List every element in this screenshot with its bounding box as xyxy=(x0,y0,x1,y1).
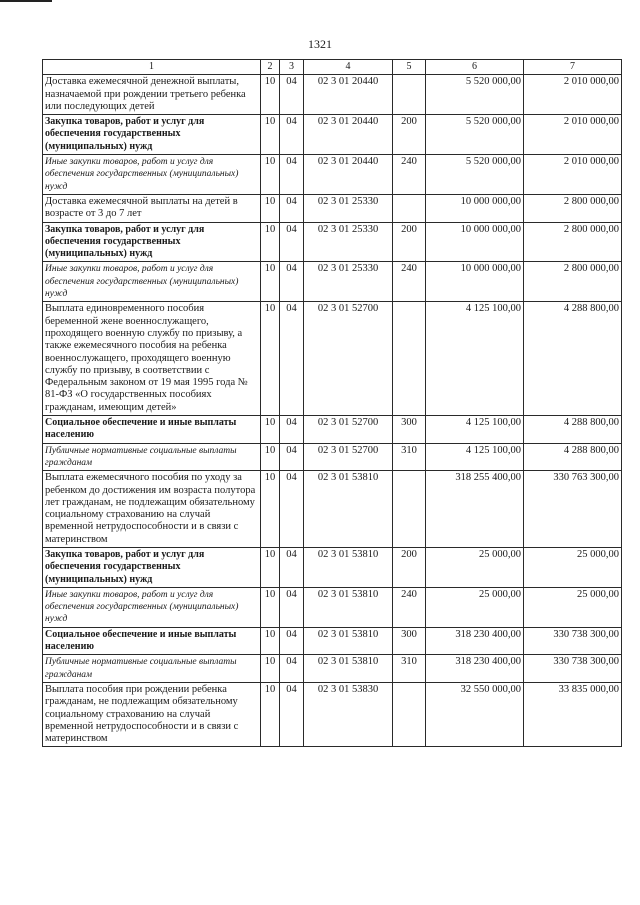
row-subsection-cell: 04 xyxy=(280,262,304,302)
row-amount-year2-cell: 33 835 000,00 xyxy=(524,682,622,746)
row-name-cell: Публичные нормативные социальные выплаты гражданам xyxy=(43,443,261,471)
budget-table xyxy=(42,59,622,747)
row-target-article-cell: 02 3 01 25330 xyxy=(304,194,393,222)
row-name-cell: Закупка товаров, работ и услуг для обеспечения государственных (муниципальных) нужд xyxy=(43,222,261,262)
row-amount-year1-cell: 5 520 000,00 xyxy=(426,115,524,155)
row-section-cell: 10 xyxy=(261,443,280,471)
row-subsection-cell: 04 xyxy=(280,587,304,627)
row-expense-type-cell: 310 xyxy=(393,655,426,683)
row-amount-year2-cell: 330 738 300,00 xyxy=(524,627,622,655)
row-name-cell: Выплата ежемесячного пособия по уходу за ребенком до достижения им возраста полутора лет гражданам, не подлежащим обязательному социальному страхованию на случай временной нетрудоспособности и в связи с материнством xyxy=(43,471,261,548)
row-section-cell: 10 xyxy=(261,115,280,155)
row-subsection-cell: 04 xyxy=(280,627,304,655)
table-row xyxy=(43,471,622,548)
row-expense-type-cell: 200 xyxy=(393,547,426,587)
table-header-row xyxy=(43,60,622,75)
row-name-cell: Закупка товаров, работ и услуг для обеспечения государственных (муниципальных) нужд xyxy=(43,547,261,587)
row-target-article-cell: 02 3 01 53810 xyxy=(304,655,393,683)
row-subsection-cell: 04 xyxy=(280,443,304,471)
row-name-cell: Иные закупки товаров, работ и услуг для обеспечения государственных (муниципальных) нужд xyxy=(43,155,261,195)
row-name-cell: Социальное обеспечение и иные выплаты населению xyxy=(43,627,261,655)
row-amount-year1-cell: 10 000 000,00 xyxy=(426,262,524,302)
table-row xyxy=(43,222,622,262)
row-subsection-cell: 04 xyxy=(280,302,304,416)
row-target-article-cell: 02 3 01 52700 xyxy=(304,416,393,444)
header-col-3: 3 xyxy=(280,60,304,75)
row-subsection-cell: 04 xyxy=(280,471,304,548)
scan-edge-line xyxy=(0,0,52,2)
row-expense-type-cell: 240 xyxy=(393,587,426,627)
table-row xyxy=(43,262,622,302)
row-amount-year1-cell: 5 520 000,00 xyxy=(426,155,524,195)
row-name-cell: Закупка товаров, работ и услуг для обеспечения государственных (муниципальных) нужд xyxy=(43,115,261,155)
header-col-6: 6 xyxy=(426,60,524,75)
table-row xyxy=(43,587,622,627)
row-expense-type-cell: 300 xyxy=(393,627,426,655)
row-subsection-cell: 04 xyxy=(280,416,304,444)
row-amount-year2-cell: 4 288 800,00 xyxy=(524,443,622,471)
row-amount-year2-cell: 330 738 300,00 xyxy=(524,655,622,683)
row-name-cell: Доставка ежемесячной денежной выплаты, назначаемой при рождении третьего ребенка или последующих детей xyxy=(43,75,261,115)
row-amount-year2-cell: 25 000,00 xyxy=(524,547,622,587)
row-section-cell: 10 xyxy=(261,471,280,548)
row-section-cell: 10 xyxy=(261,682,280,746)
row-amount-year1-cell: 4 125 100,00 xyxy=(426,416,524,444)
row-name-cell: Выплата пособия при рождении ребенка гражданам, не подлежащим обязательному социальному страхованию на случай временной нетрудоспособности и в связи с материнством xyxy=(43,682,261,746)
row-subsection-cell: 04 xyxy=(280,655,304,683)
table-row xyxy=(43,115,622,155)
row-target-article-cell: 02 3 01 25330 xyxy=(304,222,393,262)
row-subsection-cell: 04 xyxy=(280,75,304,115)
page-number: 1321 xyxy=(308,37,332,51)
row-section-cell: 10 xyxy=(261,194,280,222)
row-expense-type-cell xyxy=(393,302,426,416)
row-amount-year2-cell: 25 000,00 xyxy=(524,587,622,627)
row-amount-year1-cell: 318 230 400,00 xyxy=(426,655,524,683)
row-target-article-cell: 02 3 01 53810 xyxy=(304,547,393,587)
row-section-cell: 10 xyxy=(261,302,280,416)
row-subsection-cell: 04 xyxy=(280,222,304,262)
table-row xyxy=(43,655,622,683)
row-amount-year1-cell: 5 520 000,00 xyxy=(426,75,524,115)
row-section-cell: 10 xyxy=(261,75,280,115)
row-target-article-cell: 02 3 01 53830 xyxy=(304,682,393,746)
row-amount-year2-cell: 4 288 800,00 xyxy=(524,416,622,444)
row-target-article-cell: 02 3 01 53810 xyxy=(304,471,393,548)
table-row xyxy=(43,547,622,587)
row-section-cell: 10 xyxy=(261,587,280,627)
row-name-cell: Социальное обеспечение и иные выплаты населению xyxy=(43,416,261,444)
row-amount-year2-cell: 4 288 800,00 xyxy=(524,302,622,416)
row-expense-type-cell xyxy=(393,682,426,746)
table-row xyxy=(43,443,622,471)
row-target-article-cell: 02 3 01 20440 xyxy=(304,75,393,115)
row-amount-year2-cell: 2 800 000,00 xyxy=(524,262,622,302)
table-row xyxy=(43,416,622,444)
header-col-2: 2 xyxy=(261,60,280,75)
row-amount-year1-cell: 25 000,00 xyxy=(426,587,524,627)
row-target-article-cell: 02 3 01 53810 xyxy=(304,587,393,627)
row-amount-year1-cell: 318 255 400,00 xyxy=(426,471,524,548)
row-target-article-cell: 02 3 01 20440 xyxy=(304,155,393,195)
row-name-cell: Выплата единовременного пособия беременной жене военнослужащего, проходящего военную службу по призыву, а также ежемесячного пособия на ребенка военнослужащего, проходящего военную службу по призыву, в соответствии с Федеральным законом от 19 мая 1995 года № 81-ФЗ «О государственных пособиях гражданам, имеющим детей» xyxy=(43,302,261,416)
row-expense-type-cell: 200 xyxy=(393,115,426,155)
row-target-article-cell: 02 3 01 25330 xyxy=(304,262,393,302)
row-amount-year1-cell: 25 000,00 xyxy=(426,547,524,587)
row-amount-year2-cell: 2 800 000,00 xyxy=(524,222,622,262)
row-name-cell: Доставка ежемесячной выплаты на детей в возрасте от 3 до 7 лет xyxy=(43,194,261,222)
row-expense-type-cell xyxy=(393,75,426,115)
row-amount-year2-cell: 2 010 000,00 xyxy=(524,75,622,115)
row-section-cell: 10 xyxy=(261,155,280,195)
row-expense-type-cell xyxy=(393,194,426,222)
row-expense-type-cell: 300 xyxy=(393,416,426,444)
row-amount-year1-cell: 10 000 000,00 xyxy=(426,222,524,262)
table-row xyxy=(43,194,622,222)
row-expense-type-cell: 310 xyxy=(393,443,426,471)
row-section-cell: 10 xyxy=(261,655,280,683)
row-target-article-cell: 02 3 01 20440 xyxy=(304,115,393,155)
row-subsection-cell: 04 xyxy=(280,194,304,222)
row-name-cell: Публичные нормативные социальные выплаты гражданам xyxy=(43,655,261,683)
row-amount-year1-cell: 4 125 100,00 xyxy=(426,302,524,416)
row-subsection-cell: 04 xyxy=(280,682,304,746)
table-row xyxy=(43,155,622,195)
row-amount-year1-cell: 4 125 100,00 xyxy=(426,443,524,471)
row-amount-year2-cell: 330 763 300,00 xyxy=(524,471,622,548)
row-target-article-cell: 02 3 01 52700 xyxy=(304,302,393,416)
row-amount-year2-cell: 2 800 000,00 xyxy=(524,194,622,222)
row-amount-year2-cell: 2 010 000,00 xyxy=(524,115,622,155)
row-subsection-cell: 04 xyxy=(280,155,304,195)
row-section-cell: 10 xyxy=(261,627,280,655)
header-col-4: 4 xyxy=(304,60,393,75)
header-col-1: 1 xyxy=(43,60,261,75)
row-target-article-cell: 02 3 01 53810 xyxy=(304,627,393,655)
header-col-7: 7 xyxy=(524,60,622,75)
row-target-article-cell: 02 3 01 52700 xyxy=(304,443,393,471)
header-col-5: 5 xyxy=(393,60,426,75)
table-row xyxy=(43,627,622,655)
row-amount-year1-cell: 10 000 000,00 xyxy=(426,194,524,222)
row-section-cell: 10 xyxy=(261,416,280,444)
row-section-cell: 10 xyxy=(261,262,280,302)
row-expense-type-cell: 240 xyxy=(393,262,426,302)
table-row xyxy=(43,302,622,416)
row-amount-year1-cell: 32 550 000,00 xyxy=(426,682,524,746)
table-row xyxy=(43,75,622,115)
row-name-cell: Иные закупки товаров, работ и услуг для обеспечения государственных (муниципальных) нужд xyxy=(43,262,261,302)
row-subsection-cell: 04 xyxy=(280,547,304,587)
row-subsection-cell: 04 xyxy=(280,115,304,155)
row-section-cell: 10 xyxy=(261,222,280,262)
row-expense-type-cell: 240 xyxy=(393,155,426,195)
row-amount-year2-cell: 2 010 000,00 xyxy=(524,155,622,195)
row-section-cell: 10 xyxy=(261,547,280,587)
table-row xyxy=(43,682,622,746)
row-amount-year1-cell: 318 230 400,00 xyxy=(426,627,524,655)
row-expense-type-cell: 200 xyxy=(393,222,426,262)
row-expense-type-cell xyxy=(393,471,426,548)
row-name-cell: Иные закупки товаров, работ и услуг для обеспечения государственных (муниципальных) нужд xyxy=(43,587,261,627)
